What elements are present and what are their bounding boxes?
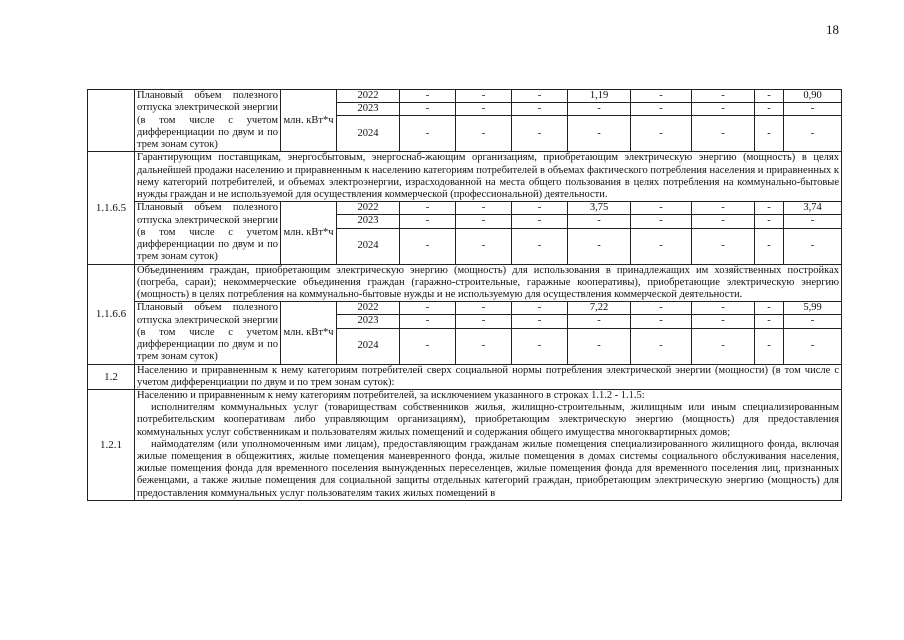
value-cell: - [631,315,692,328]
row-label: Плановый объем полезного отпуска электрической энергии (в том числе с учетом дифференциации по двум и по трем зонам суток) [135,202,281,264]
value-cell: - [755,202,784,215]
value-cell: - [631,103,692,116]
section-header: Объединениям граждан, приобретающим электрическую энергию (мощность) для использования в принадлежащих им хозяйственных постройках (погреба, сараи); некоммерческие объединения граждан (гаражно-строительные, гаражные кооперативы), приобретающие электрическую энергию (мощность) в целях потребления на коммунально-бытовые нужды и не используемую для осуществления коммерческой деятельности. [135,264,842,302]
row-id: 1.1.6.6 [88,264,135,364]
unit-cell: млн. кВт*ч [281,202,337,264]
value-cell: - [400,215,456,228]
value-cell: - [784,103,842,116]
value-cell: - [512,328,568,364]
value-cell: 1,19 [568,90,631,103]
section-header: Гарантирующим поставщикам, энергосбытовым, энергоснаб-жающим организациям, приобретающим электрическую энергию (мощность) в целях дальнейшей продажи населению и приравненным к населению категориям потребителей в объемах фактического потребления населения и приравненных к нему категорий потребителей, и объемах электроэнергии, израсходованной на места общего пользования в целях потребления на коммунально-бытовые нужды граждан и не используемой для осуществления коммерческой (профессиональной) деятельности. [135,152,842,202]
row-id [88,90,135,152]
value-cell: - [631,116,692,152]
value-cell: - [692,202,755,215]
year-cell: 2023 [337,215,400,228]
value-cell: - [456,202,512,215]
tariff-table [87,89,842,501]
value-cell: - [692,103,755,116]
section-body [135,390,842,501]
value-cell: - [755,215,784,228]
year-cell: 2022 [337,90,400,103]
row-id: 1.1.6.5 [88,152,135,264]
value-cell: - [692,116,755,152]
value-cell: - [400,302,456,315]
page-number: 18 [826,22,839,37]
value-cell: - [456,90,512,103]
value-cell: - [692,228,755,264]
value-cell: - [631,202,692,215]
unit-cell: млн. кВт*ч [281,90,337,152]
value-cell: - [512,116,568,152]
value-cell: 5,99 [784,302,842,315]
value-cell: - [456,103,512,116]
value-cell: - [512,103,568,116]
value-cell: - [784,315,842,328]
value-cell: - [631,228,692,264]
value-cell: - [568,215,631,228]
value-cell: - [400,315,456,328]
section-paragraph: наймодателям (или уполномоченным ими лицам), предоставляющим гражданам жилые помещения специализированного жилищного фонда, включая жилые помещения в общежитиях, жилые помещения маневренного фонда, жилые помещения в домах системы социального обслуживания населения, жилые помещения фонда для временного поселения вынужденных переселенцев, жилые помещения фонда для временного поселения лиц, признанных беженцами, а также жилые помещения для социальной защиты отдельных категорий граждан, приобретающим электрическую энергию (мощность) для предоставления коммунальных услуг пользователям таких жилых помещений в [137,438,839,499]
value-cell: - [755,116,784,152]
value-cell: - [631,90,692,103]
value-cell: - [512,315,568,328]
row-id: 1.2 [88,364,135,389]
value-cell: - [568,228,631,264]
value-cell: - [631,328,692,364]
section-header: Населению и приравненным к нему категориям потребителей сверх социальной нормы потребления электрической энергии (мощности) (в том числе с учетом дифференциации по двум и по трем зонам суток): [135,364,842,389]
value-cell: - [755,302,784,315]
value-cell: - [784,116,842,152]
value-cell: - [692,90,755,103]
value-cell: - [456,302,512,315]
table-row [88,302,842,315]
value-cell: - [456,328,512,364]
value-cell: - [755,315,784,328]
row-id: 1.2.1 [88,390,135,501]
value-cell: - [755,328,784,364]
year-cell: 2024 [337,228,400,264]
value-cell: - [692,215,755,228]
value-cell: - [512,228,568,264]
value-cell: - [512,302,568,315]
value-cell: - [568,103,631,116]
value-cell: - [400,90,456,103]
value-cell: - [755,228,784,264]
value-cell: - [692,328,755,364]
section-paragraph: исполнителям коммунальных услуг (товариществам собственников жилья, жилищно-строительным, жилищным или иным специализированным потребительским кооперативам либо управляющим организациям), приобретающим электрическую энергию (мощность) для предоставления коммунальных услуг собственникам и пользователям жилых помещений и содержания общего имущества многоквартирных домов; [137,402,839,438]
section-lead: Населению и приравненным к нему категориям потребителей, за исключением указанного в строках 1.1.2 - 1.1.5: [137,390,645,402]
value-cell: - [400,116,456,152]
table-row [88,152,842,202]
value-cell: - [755,103,784,116]
value-cell: 3,74 [784,202,842,215]
year-cell: 2022 [337,302,400,315]
value-cell: - [400,103,456,116]
value-cell: - [512,215,568,228]
value-cell: - [456,315,512,328]
value-cell: - [784,228,842,264]
value-cell: 0,90 [784,90,842,103]
value-cell: - [456,215,512,228]
year-cell: 2023 [337,315,400,328]
year-cell: 2024 [337,116,400,152]
year-cell: 2022 [337,202,400,215]
year-cell: 2023 [337,103,400,116]
value-cell: - [512,202,568,215]
value-cell: - [456,116,512,152]
table-row [88,202,842,215]
unit-cell: млн. кВт*ч [281,302,337,364]
value-cell: - [568,116,631,152]
table-row [88,364,842,389]
value-cell: - [568,315,631,328]
row-label: Плановый объем полезного отпуска электрической энергии (в том числе с учетом дифференциации по двум и по трем зонам суток) [135,90,281,152]
value-cell: - [568,328,631,364]
value-cell: - [692,315,755,328]
table-row [88,90,842,103]
value-cell: - [400,228,456,264]
value-cell: - [400,202,456,215]
value-cell: - [631,302,692,315]
value-cell: 3,75 [568,202,631,215]
value-cell: - [755,90,784,103]
value-cell: - [456,228,512,264]
value-cell: - [784,215,842,228]
value-cell: - [784,328,842,364]
value-cell: - [400,328,456,364]
table-row [88,264,842,302]
table-row [88,390,842,501]
value-cell: - [692,302,755,315]
year-cell: 2024 [337,328,400,364]
value-cell: - [631,215,692,228]
value-cell: - [512,90,568,103]
row-label: Плановый объем полезного отпуска электрической энергии (в том числе с учетом дифференциации по двум и по трем зонам суток) [135,302,281,364]
value-cell: 7,22 [568,302,631,315]
